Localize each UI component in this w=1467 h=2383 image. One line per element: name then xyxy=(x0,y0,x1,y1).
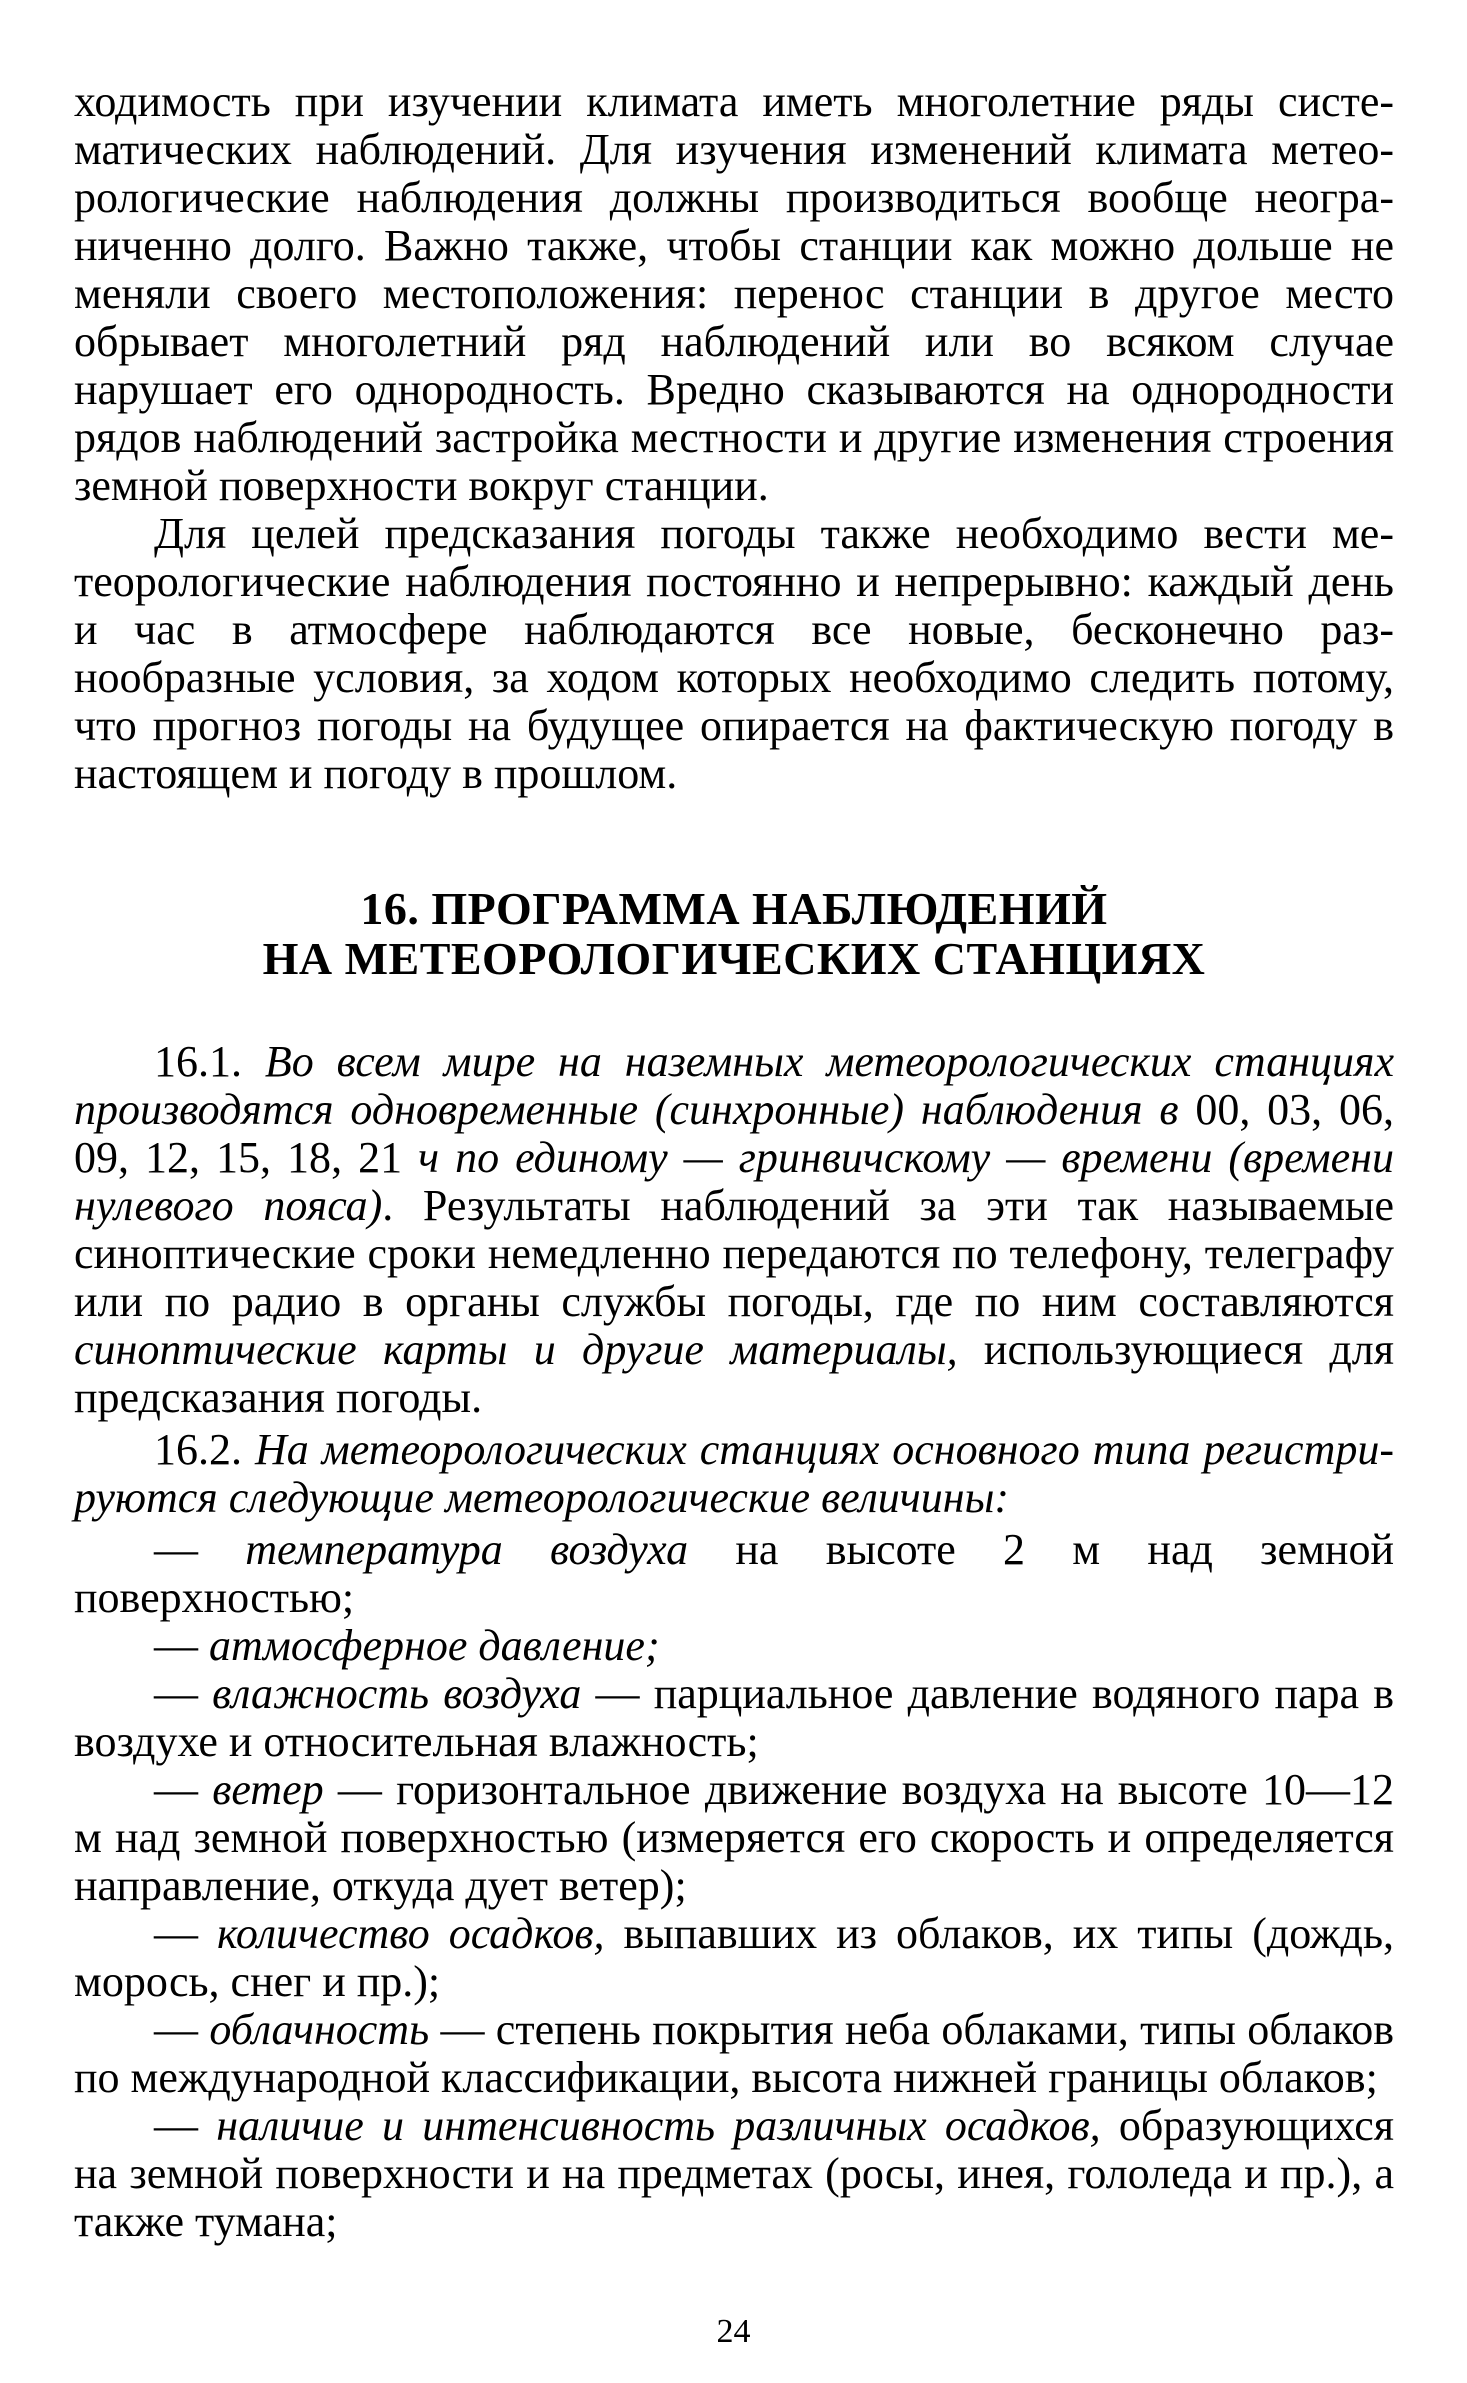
page-body xyxy=(74,78,1394,2246)
list-text: выпавших из облаков, их типы (дождь, морось, снег и пр.); xyxy=(74,1909,1395,2006)
list-dash: — xyxy=(154,2005,210,2054)
list-text: на высоте 2 м над земной поверхностью; xyxy=(74,1525,1395,1622)
clause-number: 16.1. xyxy=(154,1037,265,1086)
list-item xyxy=(74,1766,1394,1910)
list-item xyxy=(74,2006,1394,2102)
paragraph-text: Для целей предсказания погоды также необходимо вести метеорологические наблюдения постоянно и непрерывно: каждый день и час в атмосфере наблюдаются все новые, бесконечно разнообразные условия, за ходом которых необходимо следить потому, что прогноз погоды на будущее опирается на фактическую погоду в настоящем и погоду в прошлом. xyxy=(74,509,1394,798)
clause-number: 16.2. xyxy=(154,1425,255,1474)
list-text: образующихся на земной поверхности и на предметах (росы, инея, гололеда и пр.), а также тумана; xyxy=(74,2101,1394,2246)
list-item xyxy=(74,1910,1394,2006)
list-item xyxy=(74,2102,1394,2246)
heading-line: 16. ПРОГРАММА НАБЛЮДЕНИЙ xyxy=(360,883,1108,934)
list-term: количество осадков, xyxy=(217,1909,605,1958)
page-number: 24 xyxy=(716,2313,751,2350)
list-dash: — xyxy=(154,2101,217,2150)
italic-text: На метеорологических станциях основного типа регистрируются следующие метеорологические величины: xyxy=(74,1425,1395,1522)
italic-text: синоптические карты и другие материалы, xyxy=(74,1325,958,1374)
paragraph-text: 00, 03, 06, 09, 12, 15, 18, 21 xyxy=(74,1085,1394,1182)
list-text: — степень покрытия неба облаками, типы облаков по международной классификации, высота нижней границы облаков; xyxy=(74,2005,1394,2102)
list-text: — горизонтальное движение воздуха на высоте 10—12 м над земной поверхностью (измеряется его скорость и определяется направление, откуда дует ветер); xyxy=(74,1765,1395,1910)
section-heading xyxy=(74,884,1394,984)
paragraph-text: использующиеся для предсказания погоды. xyxy=(74,1325,1394,1422)
list-item xyxy=(74,1526,1394,1622)
paragraph-climate-series xyxy=(74,78,1394,510)
paragraph-text: ходимость при изучении климата иметь многолетние ряды систематических наблюдений. Для изучения изменений климата метеорологические наблюдения должны производиться вообще неограниченно долго. Важно также, чтобы станции как можно дольше не меняли своего местоположения: перенос станции в другое место обрывает многолетний ряд наблюдений или во всяком случае нарушает его однородность. Вредно сказываются на однородности рядов наблюдений застройка местности и другие изменения строения земной поверхности вокруг станции. xyxy=(74,77,1394,510)
list-dash: — xyxy=(154,1669,213,1718)
list-term: облачность xyxy=(209,2005,430,2054)
list-item xyxy=(74,1670,1394,1766)
list-term: ветер xyxy=(212,1765,324,1814)
list-term: влажность воздуха xyxy=(212,1669,582,1718)
list-dash: — xyxy=(154,1525,246,1574)
heading-line: НА МЕТЕОРОЛОГИЧЕСКИХ СТАНЦИЯХ xyxy=(262,933,1206,984)
list-dash: — xyxy=(154,1765,213,1814)
paragraph-forecast xyxy=(74,510,1394,798)
list-term: атмосферное давление; xyxy=(209,1621,660,1670)
italic-text: ч по единому — гринвичскому — времени (времени нулевого пояса) xyxy=(74,1133,1394,1230)
list-term: температура воздуха xyxy=(245,1525,689,1574)
list-dash: — xyxy=(154,1909,218,1958)
list-text: — парциальное давление водяного пара в воздухе и относительная влажность; xyxy=(74,1669,1395,1766)
paragraph-16-2 xyxy=(74,1426,1394,1522)
paragraph-text: . Результаты наблюдений за эти так называемые синоптические сроки немедленно передаются по телефону, телеграфу или по радио в органы службы погоды, где по ним составляются xyxy=(74,1181,1395,1326)
italic-text: Во всем мире на наземных метеорологических станциях производятся одновременные (синхронные) наблюдения в xyxy=(74,1037,1395,1134)
list-dash: — xyxy=(154,1621,209,1670)
list-item xyxy=(74,1622,1394,1670)
paragraph-16-1 xyxy=(74,1038,1394,1422)
list-term: наличие и интенсивность различных осадков, xyxy=(216,2101,1101,2150)
